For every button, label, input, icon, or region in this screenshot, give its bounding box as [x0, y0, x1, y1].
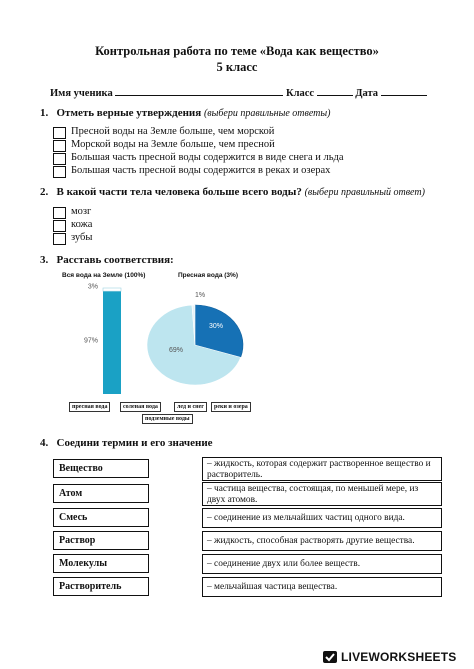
question-number: 4.	[40, 437, 49, 449]
pie-data-label: 69%	[168, 347, 184, 354]
bar-segment	[103, 291, 121, 394]
label-salt-water[interactable]: соленая вода	[120, 402, 161, 412]
question-number: 1.	[40, 107, 49, 119]
definition-item[interactable]: – соединение двух или более веществ.	[202, 554, 442, 574]
grade-label: 5 класс	[216, 60, 258, 74]
question-hint: (выбери правильные ответы)	[203, 108, 331, 119]
pie-data-label: 1%	[194, 292, 206, 299]
definition-item[interactable]: – частица вещества, состоящая, по меньшей мере, из двух атомов.	[202, 482, 442, 506]
question-text: Соедини термин и его значение	[56, 437, 213, 449]
bar-segment	[103, 288, 121, 291]
liveworksheets-logo	[322, 650, 456, 664]
label-groundwater[interactable]: подземные воды	[142, 414, 193, 424]
question-text: Расставь соответствия:	[56, 254, 174, 266]
label-rivers-lakes[interactable]: реки и озера	[211, 402, 251, 412]
term-item[interactable]: Молекулы	[53, 554, 149, 573]
date-label: Дата	[355, 88, 379, 99]
question-number: 3.	[40, 254, 49, 266]
question-hint: (выбери правильный ответ)	[304, 187, 425, 198]
definition-item[interactable]: – мельчайшая частица вещества.	[202, 577, 442, 597]
brand-text: LIVEWORKSHEETS	[341, 650, 457, 664]
definition-item[interactable]: – жидкость, которая содержит растворенное вещество и растворитель.	[202, 457, 442, 481]
term-item[interactable]: Раствор	[53, 531, 149, 550]
question-number: 2.	[40, 186, 49, 198]
bar-data-label: 97%	[83, 337, 98, 345]
definition-item[interactable]: – жидкость, способная растворять другие вещества.	[202, 531, 442, 551]
pie-chart-title: Пресная вода (3%)	[178, 272, 238, 279]
question-text: Отметь верные утверждения	[56, 107, 202, 119]
bar-data-label: 3%	[87, 283, 98, 291]
label-fresh-water[interactable]: пресная вода	[69, 402, 110, 412]
definition-item[interactable]: – соединение из мельчайших частиц одного вида.	[202, 508, 442, 528]
term-item[interactable]: Растворитель	[53, 577, 149, 596]
question-text: В какой части тела человека больше всего воды?	[56, 186, 302, 198]
pie-data-label: 30%	[208, 323, 224, 330]
name-label: Имя ученика	[50, 88, 113, 99]
term-item[interactable]: Смесь	[53, 508, 149, 527]
label-ice-snow[interactable]: лед и снег	[174, 402, 207, 412]
question-4	[40, 437, 213, 449]
class-label: Класс	[285, 88, 315, 99]
term-item[interactable]: Атом	[53, 484, 149, 503]
pie-chart	[147, 292, 243, 385]
brand-icon	[322, 650, 338, 664]
bar-chart-title: Вся вода на Земле (100%)	[62, 272, 146, 279]
bar-chart	[84, 284, 121, 394]
page-title: Контрольная работа по теме «Вода как вещество»	[95, 44, 379, 58]
term-item[interactable]: Вещество	[53, 459, 149, 478]
